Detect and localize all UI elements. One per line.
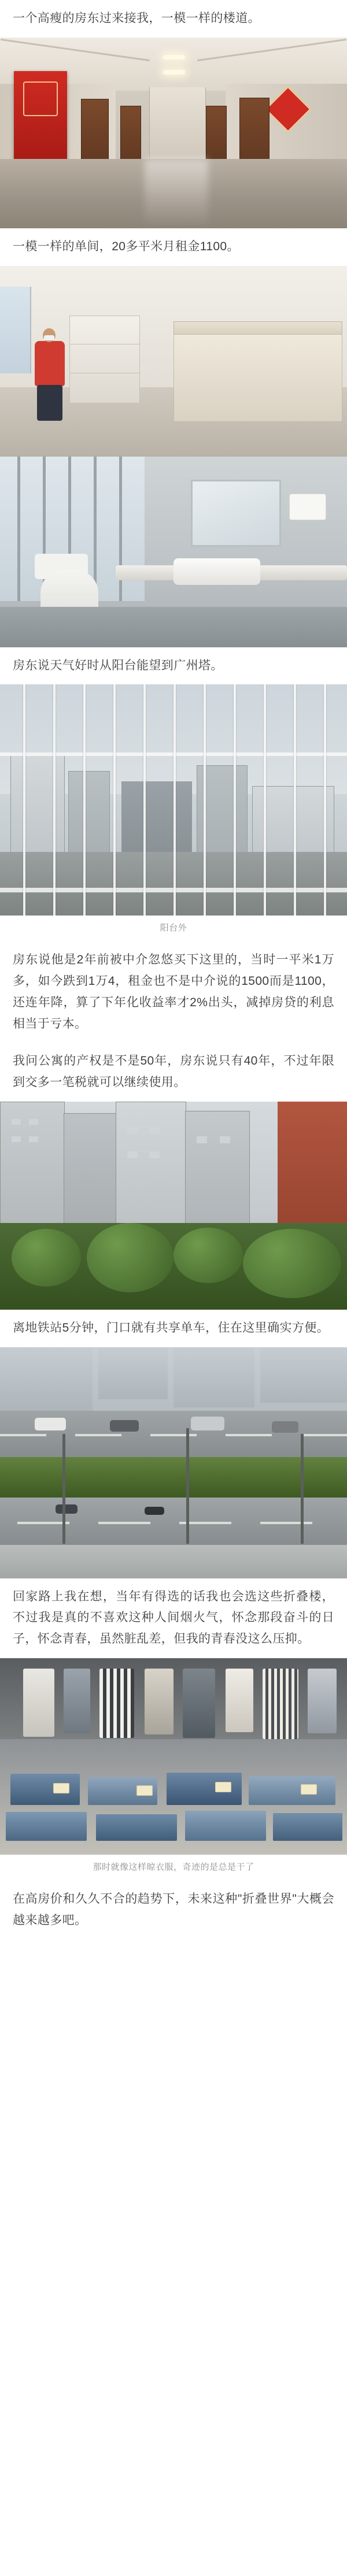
photo-bathroom [0, 457, 347, 647]
para-reflection: 回家路上我在想，当年有得选的话我也会选这些折叠楼， 不过我是真的不喜欢这种人间烟火气，怀念那段奋斗的日子，怀念青春，虽然脏乱差，但我的青春没这么压抑。 [13, 1589, 334, 1645]
para-canton-tower: 房东说天气好时从阳台能望到广州塔。 [13, 658, 223, 672]
photo-clothes [0, 1658, 347, 1881]
photo-balcony-caption: 阳台外 [160, 923, 187, 933]
para-corridor-intro: 一个高瘦的房东过来接我，一模一样的楼道。 [13, 12, 260, 25]
para-land-right: 我问公寓的产权是不是50年，房东说只有40年，不过年限到交多一笔税就可以继续使用。 [13, 1054, 334, 1089]
para-landlord-purchase: 房东说他是2年前被中介忽悠买下这里的，当时一平米1万多，如今跌到1万4，租金也不是中介说的1500而是1100，还连年降，算了下年化收益率才2%出头，减掉房贷的利息相当于亏本。 [13, 953, 334, 1031]
para-metro-distance: 离地铁站5分钟，门口就有共享单车，住在这里确实方便。 [13, 1321, 330, 1335]
photo-corridor [0, 38, 347, 228]
photo-street [0, 1347, 347, 1578]
photo-balcony [0, 684, 347, 942]
para-closing: 在高房价和久久不合的趋势下，未来这种"折叠世界"大概会越来越多吧。 [13, 1892, 334, 1927]
photo-room [0, 266, 347, 457]
photo-towers [0, 1102, 347, 1310]
para-room-price: 一模一样的单间，20多平米月租金1100。 [13, 239, 239, 253]
photo-clothes-caption: 那时就像这样晾衣服，奇迹的是总是干了 [93, 1862, 254, 1872]
